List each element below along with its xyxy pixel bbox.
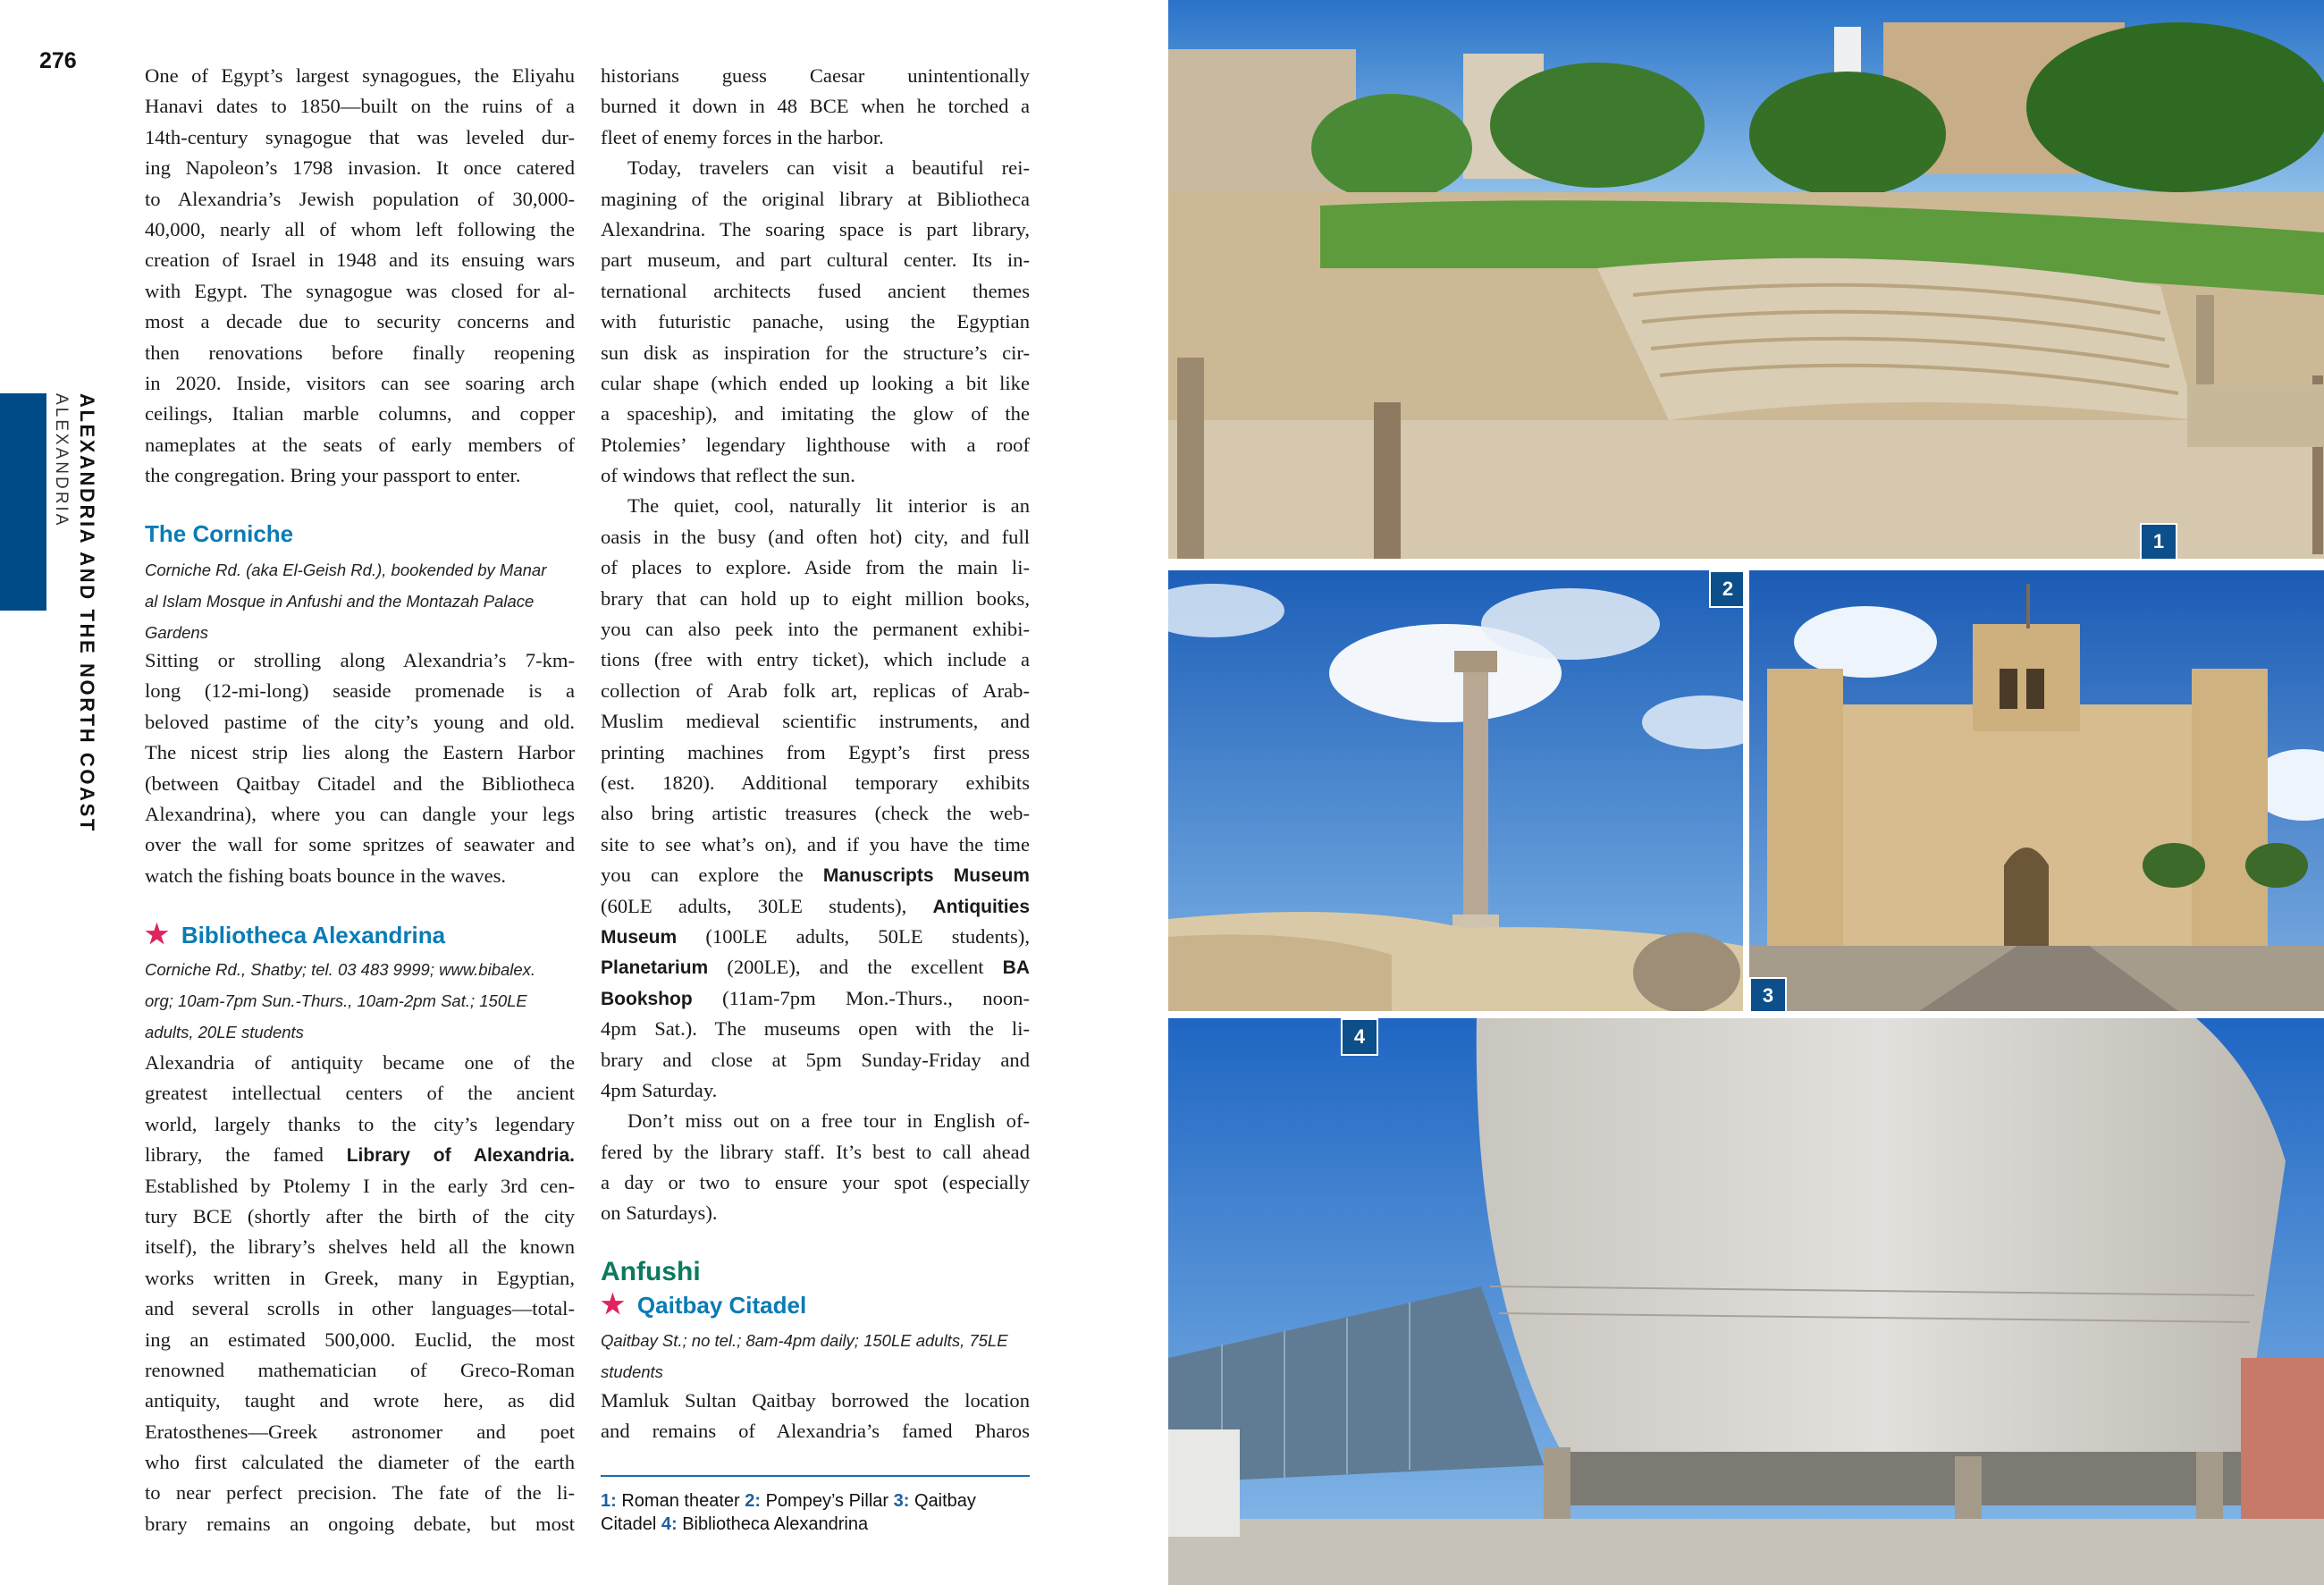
text-line: fered by the library staff. It’s best to call ahead	[601, 1140, 1030, 1163]
text-line: who first calculated the diameter of the earth	[145, 1451, 575, 1474]
text-line: cular shape (which ended up looking a bit like	[601, 371, 1030, 394]
text-line: Ptolemies’ legendary lighthouse with a roof	[601, 433, 1030, 456]
text-line: Planetarium (200LE), and the excellent BA	[601, 956, 1030, 979]
text-line: ternational architects fused ancient themes	[601, 279, 1030, 302]
text-line: beloved pastime of the city’s young and old.	[145, 710, 575, 733]
text-line: with Egypt. The synagogue was closed for al-	[145, 279, 575, 302]
photo-badge-2: 2	[1709, 570, 1743, 608]
heading-text: Bibliotheca Alexandrina	[181, 922, 446, 948]
heading-qaitbay-citadel	[601, 1289, 806, 1320]
star-icon: ★	[601, 1290, 625, 1319]
bold-term: Antiquities	[932, 896, 1030, 917]
text-line: ing an estimated 500,000. Euclid, the most	[145, 1328, 575, 1351]
text-line: and remains of Alexandria’s famed Pharos	[601, 1420, 1030, 1443]
caption-line	[601, 1513, 1048, 1536]
heading-text: Qaitbay Citadel	[636, 1292, 807, 1319]
text-line: burned it down in 48 BCE when he torched a	[601, 95, 1030, 118]
photo-badge-3: 3	[1749, 977, 1787, 1011]
info-line: adults, 20LE students	[145, 1023, 304, 1041]
paragraph	[601, 1106, 1030, 1229]
text-line: 4pm Sat.). The museums open with the li-	[601, 1017, 1030, 1041]
caption-number: 1:	[601, 1491, 617, 1511]
heading-anfushi: Anfushi	[601, 1257, 701, 1286]
text-line: brary remains an ongoing debate, but most	[145, 1512, 575, 1535]
text-line: watch the fishing boats bounce in the waves.	[145, 864, 507, 887]
text-line: brary that can hold up to eight million books,	[601, 586, 1030, 610]
caption-text: Citadel	[601, 1514, 657, 1534]
text-line: library, the famed Library of Alexandria.	[145, 1143, 575, 1167]
star-icon: ★	[145, 920, 169, 949]
photo-bibliotheca-alexandrina	[1168, 1018, 2324, 1585]
text-line: site to see what’s on), and if you have the time	[601, 832, 1030, 856]
text-line: part museum, and part cultural center. Its in-	[601, 249, 1030, 272]
photo-badge-1: 1	[2140, 523, 2177, 559]
info-line: Qaitbay St.; no tel.; 8am-4pm daily; 150LE adults, 75LE	[601, 1331, 1008, 1350]
text-line: in 2020. Inside, visitors can see soaring arch	[145, 371, 575, 394]
text-line: creation of Israel in 1948 and its ensuing wars	[145, 249, 575, 272]
text-line: long (12-mi-long) seaside promenade is a	[145, 679, 575, 703]
text-line: tury BCE (shortly after the birth of the city	[145, 1204, 575, 1227]
synagogue-paragraph	[145, 61, 575, 491]
bibliotheca-info	[145, 954, 592, 1048]
info-line: Corniche Rd., Shatby; tel. 03 483 9999; www.bibalex.	[145, 960, 536, 979]
page-number: 276	[39, 48, 77, 73]
caption-number: 3:	[893, 1491, 910, 1511]
text-line: Muslim medieval scientific instruments, and	[601, 710, 1030, 733]
info-line: Corniche Rd. (aka El-Geish Rd.), bookended by Manar	[145, 561, 547, 579]
bold-term: Library of Alexandria.	[346, 1145, 575, 1167]
text-line: Today, travelers can visit a beautiful rei-	[627, 156, 1030, 180]
text-line: ceilings, Italian marble columns, and copper	[145, 402, 575, 426]
info-line: org; 10am-7pm Sun.-Thurs., 10am-2pm Sat.; 150LE	[145, 991, 527, 1010]
text-line: of places to explore. Aside from the main li-	[601, 556, 1030, 579]
text-line: ing Napoleon’s 1798 invasion. It once catered	[145, 156, 575, 180]
photo-caption	[601, 1489, 1048, 1536]
text-line: Museum (100LE adults, 50LE students),	[601, 924, 1030, 948]
paragraph	[145, 645, 575, 891]
chapter-tab	[0, 393, 46, 611]
corniche-info	[145, 554, 592, 648]
paragraph	[601, 491, 1030, 1106]
text-line: printing machines from Egypt’s first press	[601, 740, 1030, 763]
caption-number: 4:	[661, 1514, 678, 1534]
text-line: of windows that reflect the sun.	[601, 464, 855, 487]
corniche-body	[145, 645, 575, 891]
text-line: The quiet, cool, naturally lit interior is an	[627, 494, 1030, 518]
text-line: 4pm Saturday.	[601, 1078, 718, 1101]
text-line: the congregation. Bring your passport to enter.	[145, 464, 521, 487]
caption-line	[601, 1489, 1048, 1513]
bold-term: BA	[1002, 957, 1030, 979]
paragraph	[601, 1386, 1030, 1447]
caption-number: 2:	[745, 1491, 762, 1511]
bold-term: Manuscripts Museum	[822, 865, 1030, 887]
caption-text: Bibliotheca Alexandrina	[682, 1514, 869, 1534]
text-line: itself), the library’s shelves held all the known	[145, 1235, 575, 1259]
text-line: magining of the original library at Bibliotheca	[601, 187, 1030, 210]
heading-the-corniche: The Corniche	[145, 520, 294, 547]
caption-text: Qaitbay	[914, 1491, 976, 1511]
caption-text: Pompey’s Pillar	[765, 1491, 889, 1511]
text-line: antiquity, taught and wrote here, as did	[145, 1389, 575, 1412]
paragraph	[145, 1048, 575, 1539]
text-line: nameplates at the seats of early members of	[145, 433, 575, 456]
photo-badge-4: 4	[1341, 1018, 1378, 1056]
right-column-body	[601, 61, 1030, 1229]
qaitbay-info	[601, 1325, 1048, 1387]
text-line: and several scrolls in other languages—total-	[145, 1297, 575, 1320]
text-line: Bookshop (11am-7pm Mon.-Thurs., noon-	[601, 986, 1030, 1009]
paragraph	[145, 61, 575, 491]
text-line: renowned mathematician of Greco-Roman	[145, 1358, 575, 1381]
text-line: over the wall for some spritzes of seawater and	[145, 833, 575, 856]
bibliotheca-body	[145, 1048, 575, 1539]
text-line: Established by Ptolemy I in the early 3rd cen-	[145, 1174, 575, 1197]
text-line: 14th-century synagogue that was leveled dur-	[145, 125, 575, 148]
text-line: you can explore the Manuscripts Museum	[601, 864, 1030, 887]
text-line: a day or two to ensure your spot (especially	[601, 1171, 1030, 1194]
text-line: oasis in the busy (and often hot) city, and full	[601, 525, 1030, 548]
text-line: One of Egypt’s largest synagogues, the Eliyahu	[145, 64, 575, 87]
heading-bibliotheca-alexandrina	[145, 919, 445, 950]
photo-pompeys-pillar	[1168, 570, 1743, 1011]
bold-term: Bookshop	[601, 988, 693, 1009]
text-line: tions (free with entry ticket), which include a	[601, 648, 1030, 671]
text-line: historians guess Caesar unintentionally	[601, 64, 1030, 87]
text-line: Alexandrina. The soaring space is part library,	[601, 217, 1030, 240]
photo-qaitbay-citadel	[1749, 570, 2324, 1011]
text-line: sun disk as inspiration for the structure’s cir-	[601, 341, 1030, 364]
text-line: collection of Arab folk art, replicas of Arab-	[601, 679, 1030, 702]
text-line: (between Qaitbay Citadel and the Bibliotheca	[145, 771, 575, 795]
text-line: you can also peek into the permanent exhibi-	[601, 618, 1030, 641]
text-line: Don’t miss out on a free tour in English of-	[627, 1109, 1030, 1133]
info-line: Gardens	[145, 623, 208, 642]
text-line: Sitting or strolling along Alexandria’s 7-km-	[145, 649, 575, 671]
section-title: ALEXANDRIA	[52, 393, 71, 528]
text-line: to Alexandria’s Jewish population of 30,000-	[145, 187, 575, 210]
paragraph	[601, 153, 1030, 491]
qaitbay-body	[601, 1386, 1030, 1447]
caption-text: Roman theater	[621, 1491, 740, 1511]
text-line: (60LE adults, 30LE students), Antiquities	[601, 894, 1030, 917]
text-line: a spaceship), and imitating the glow of the	[601, 402, 1030, 426]
text-line: to near perfect precision. The fate of the li-	[145, 1481, 575, 1505]
chapter-title: ALEXANDRIA AND THE NORTH COAST	[76, 393, 98, 833]
text-line: 40,000, nearly all of whom left following the	[145, 217, 575, 240]
text-line: with futuristic panache, using the Egyptian	[601, 310, 1030, 333]
text-line: world, largely thanks to the city’s legendary	[145, 1112, 575, 1135]
text-line: Alexandria of antiquity became one of the	[145, 1051, 575, 1074]
text-line: brary and close at 5pm Sunday-Friday and	[601, 1048, 1030, 1071]
info-line: al Islam Mosque in Anfushi and the Montazah Palace	[145, 592, 535, 611]
text-line: The nicest strip lies along the Eastern Harbor	[145, 741, 575, 764]
text-line: Alexandrina), where you can dangle your legs	[145, 802, 575, 825]
text-line: Hanavi dates to 1850—built on the ruins of a	[145, 95, 575, 118]
text-line: greatest intellectual centers of the ancient	[145, 1082, 575, 1105]
text-line: Eratosthenes—Greek astronomer and poet	[145, 1420, 575, 1443]
text-line: also bring artistic treasures (check the web-	[601, 802, 1030, 825]
bold-term: Museum	[601, 926, 678, 948]
text-line: fleet of enemy forces in the harbor.	[601, 125, 884, 148]
text-line: most a decade due to security concerns and	[145, 310, 575, 333]
photo-roman-theater	[1168, 0, 2324, 559]
text-line: then renovations before finally reopening	[145, 341, 575, 364]
text-line: Mamluk Sultan Qaitbay borrowed the location	[601, 1389, 1030, 1412]
info-line: students	[601, 1362, 663, 1381]
bold-term: Planetarium	[601, 957, 709, 979]
text-line: on Saturdays).	[601, 1201, 718, 1225]
paragraph	[601, 61, 1030, 153]
caption-divider	[601, 1475, 1030, 1477]
text-line: (est. 1820). Additional temporary exhibits	[601, 771, 1030, 794]
text-line: works written in Greek, many in Egyptian,	[145, 1266, 575, 1289]
